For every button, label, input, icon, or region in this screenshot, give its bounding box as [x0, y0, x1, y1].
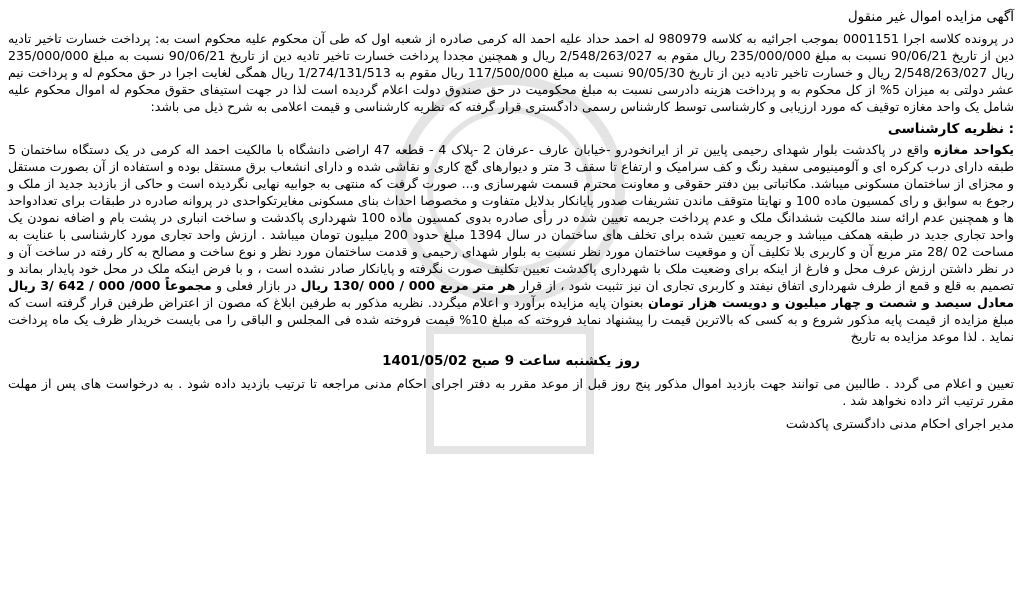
- signature-line: مدیر اجرای احکام مدنی دادگستری پاکدشت: [785, 416, 1014, 431]
- price-per-meter: هر متر مربع 000 / 000 /130 ریال: [300, 278, 516, 293]
- notice-title: آگهی مزایده اموال غیر منقول: [847, 9, 1014, 25]
- auction-date: روز یکشنبه ساعت 9 صبح 1401/05/02: [382, 353, 640, 369]
- property-description: واقع در پاکدشت بلوار شهدای رحیمی پایین تر از ایرانخودرو -خیابان عارف -عرفان 2 -پلاک 4 - قطعه 47 اراضی دانشگاه با مالکیت احمد اله کرمی در یک دستگاه ساختمان 5 طبقه دارای درب کرکره ای و آلومینیومی سفید رنگ و کف سرامیک و ارتفاع تا سقف 3 متر و دیوارهای گچ کاری و نقاشی شده و دارای انشعاب برق مستقل بوده و استفاده از آن بصورت مستقل و مجزای از ساختمان مسکونی میباشد. مکاتباتی بین دفتر حقوقی و معاونت محترم قسمت شهرسازی و... صورت گرفت که منتهی به جوابیه نهایی نگردیده است و حاکی از بازدید جدید از ملک و رجوع به سوابق و رای کمسیون ماده 100 و نهایتا متوقف ماندن تشریفات صدور پایانکار بدلایل متفاوت و مخصوصا احداث بنای مسکونی مغایرتکواحدی در پروانه صادره در طبقات برای تعدادواحد ها و همچنین عدم ارائه سند مالکیت ششدانگ ملک و عدم پرداخت جریمه تعیین شده در رأی صادره بدوی کمسیون ماده 100 شهرداری پاکدشت و ساخت انباری در پشت بام و اضافه نمودن یک واحد تجاری جدید در طبقه همکف میباشد و جریمه تعیین شده برای تخلف های ساختمان در سال 1394 مبلغ حدود 200 میلیون تومان میباشد . ارزش واحد تجاری مورد کارشناسی با عنایت به مساحت 02 /28 متر مربع آن و کاربری بلا تکلیف آن و موقعیت ساختمان مورد نظر نسبت به بلوار شهدای رحیمی و قدمت ساختمان مورد نظر و نوع ساخت و مصالح به کار رفته در ساخت آن و در نظر داشتن ارزش عرف محل و فارغ از اینکه برای وضعیت ملک با شهرداری پاکدشت تعیین تکلیف صورت نگرفته و پایانکار صادر نشده است ، و با فرض اینکه ملک در محل خود پایدار بماند و تصمیم به قلع و قمع از طرف شهرداری اتفاق نیفتد و کاربری تجاری ان نیز تثبیت شود ، از قرار: [8, 142, 1015, 293]
- expert-opinion-paragraph: [8, 141, 1014, 345]
- intro-paragraph: در پرونده کلاسه اجرا 0001151 بموجب اجرائیه به کلاسه 980979 له احمد حداد علیه احمد اله کرمی صادره از شعبه اول که طی آن محکوم علیه محکوم است به: پرداخت خسارت تاخیر تادیه دین از تاریخ 90/06/21 نسبت به مبلغ 235/000/000 ریال مقوم به 2/548/263/027 ریال و همچنین مجددا پرداخت خسارت تاخیر تادیه دین از تاریخ 90/06/21 نسبت به مبلغ 235/000/000 ریال 2/548/263/027 ریال و خسارت تاخیر تادیه دین از تاریخ 90/05/30 نسبت به مبلغ 117/500/000 ریال مقوم به 1/274/131/513 ریال همگی لغایت اجرا در حق محکوم له و پرداخت نیم عشر دولتی به میزان 5% از کل محکوم به و پرداخت هزینه دادرسی نسبت به مبلغ محکومیت در حق صندوق دولت اعلام گردیده است لذا در جهت استیفای حقوق محکوم له اموال محکوم علیه شامل یک واحد مغازه توقیف که مورد ارزیابی و کارشناسی توسط کارشناس رسمی دادگستری قرار گرفته که نظریه کارشناسی و قیمت اعلامی به شرح ذیل می باشد:: [8, 31, 1014, 114]
- market-text: در بازار فعلی و: [211, 278, 301, 293]
- notice-content: [8, 6, 1014, 433]
- property-type-label: یکواحد مغازه: [933, 142, 1014, 157]
- closing-paragraph: تعیین و اعلام می گردد . طالبین می توانند جهت بازدید اموال مذکور پنج روز قبل از موعد مقرر به دفتر اجرای احکام مدنی مراجعه تا ترتیب بازدید داده شود . به درخواست های پس از مهلت مقرر ترتیب اثر داده نخواهد شد .: [8, 376, 1014, 408]
- total-price: مجموعاً 000/ 000 / 642 /3 ریال معادل سیصد و شصت و چهار میلیون و دویست هزار تومان: [8, 278, 1014, 310]
- auction-terms: بعنوان پایه مزایده برآورد و اعلام میگردد. نظریه مذکور به طرفین ابلاغ که مصون از اعتراض طرفین قرار گرفته است که مبلغ مزایده از قیمت پایه مذکور شروع و به کسی که بالاترین قیمت را پیشنهاد نماید فروخته که مبلغ 10% قیمت فروخته شده فی المجلس و الباقی را می بایست خریدار ظرف یک ماه پرداخت نماید . لذا موعد مزایده به تاریخ: [8, 295, 1014, 344]
- expert-opinion-heading: : نظریه کارشناسی: [887, 121, 1014, 137]
